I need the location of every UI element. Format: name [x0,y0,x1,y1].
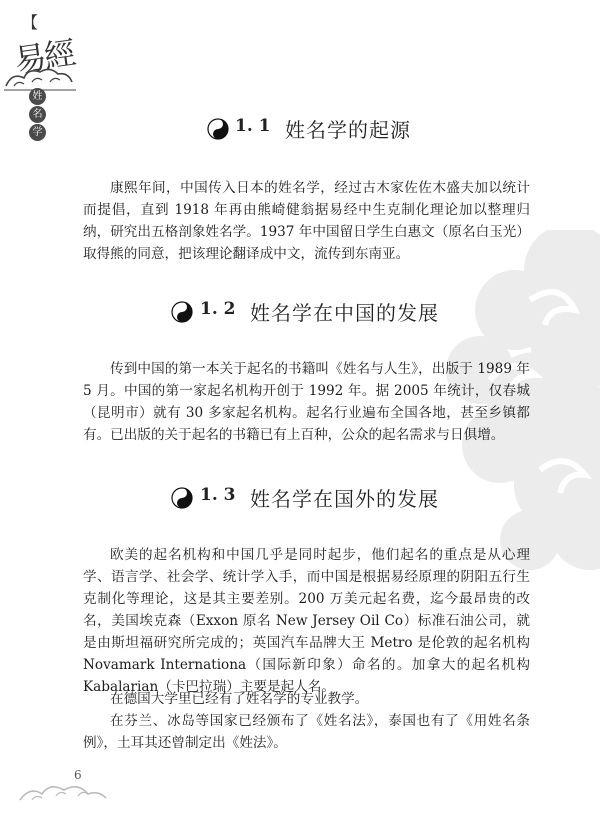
badge-char: 姓 [29,88,46,105]
yin-yang-icon [171,487,193,509]
body-paragraph: 在芬兰、冰岛等国家已经颁布了《姓名法》，泰国也有了《用姓名条例》，土耳其还曾制定出《姓法》。 [83,713,530,751]
section-title: 姓名学在中国的发展 [250,301,439,325]
body-paragraph: 欧美的起名机构和中国几乎是同时起步，他们起名的重点是从心理学、语言学、社会学、统计学入手，而中国是根据易经原理的阴阳五行生克制化等理论，这是其主要差别。200 万美元起名费，迄今最昂贵的改名，美国埃克森（Exxon 原名 New Jersey Oil Co）标准石油公司，就是由斯坦福研究所完成的；英国汽车品牌大王 Metro 是伦敦的起名机构 Novamark Internationa（国际新印象）命名的。加拿大的起名机构 Kabalarian（卡巴拉瑞）主要是起人名。 [83,547,530,695]
section-heading [0,114,600,144]
yin-yang-icon [207,118,229,140]
section-title: 姓名学在国外的发展 [250,487,439,511]
badge-char: 名 [29,106,46,123]
section-heading [0,483,600,513]
section-number: 1. 1 [235,116,271,136]
section-heading [0,297,600,327]
badge-char: 学 [29,124,46,141]
body-paragraph: 传到中国的第一本关于起名的书籍叫《姓名与人生》，出版于 1989 年 5 月。中国的第一家起名机构开创于 1992 年。据 2005 年统计，仅春城（昆明市）就有 30 多家起名机构。起名行业遍布全国各地，甚至乡镇都有。已出版的关于起名的书籍已有上百种，公众的起名需求与日俱增。 [83,361,530,443]
body-paragraph: 康熙年间，中国传入日本的姓名学，经过古木家佐佐木盛夫加以统计而提倡，直到 1918 年再由熊崎健翁据易经中生克制化理论加以整理归纳，研究出五格剖象姓名学。1937 年中国留日学生白惠文（原名白玉光）取得熊的同意，把该理论翻译成中文，流传到东南亚。 [83,180,530,262]
footer-cloud-icon [18,770,128,810]
section-title: 姓名学的起源 [285,118,411,142]
section-number: 1. 2 [200,299,236,319]
section-number: 1. 3 [200,485,236,505]
body-paragraph: 在德国大学里已经有了姓名学的专业教学。 [110,691,369,707]
ornament-bracket: 【 [22,13,39,32]
header-ornament [0,0,80,170]
yin-yang-icon [171,301,193,323]
brand-calligraphy: 易經 [11,33,77,80]
page-number: 6 [74,768,82,782]
